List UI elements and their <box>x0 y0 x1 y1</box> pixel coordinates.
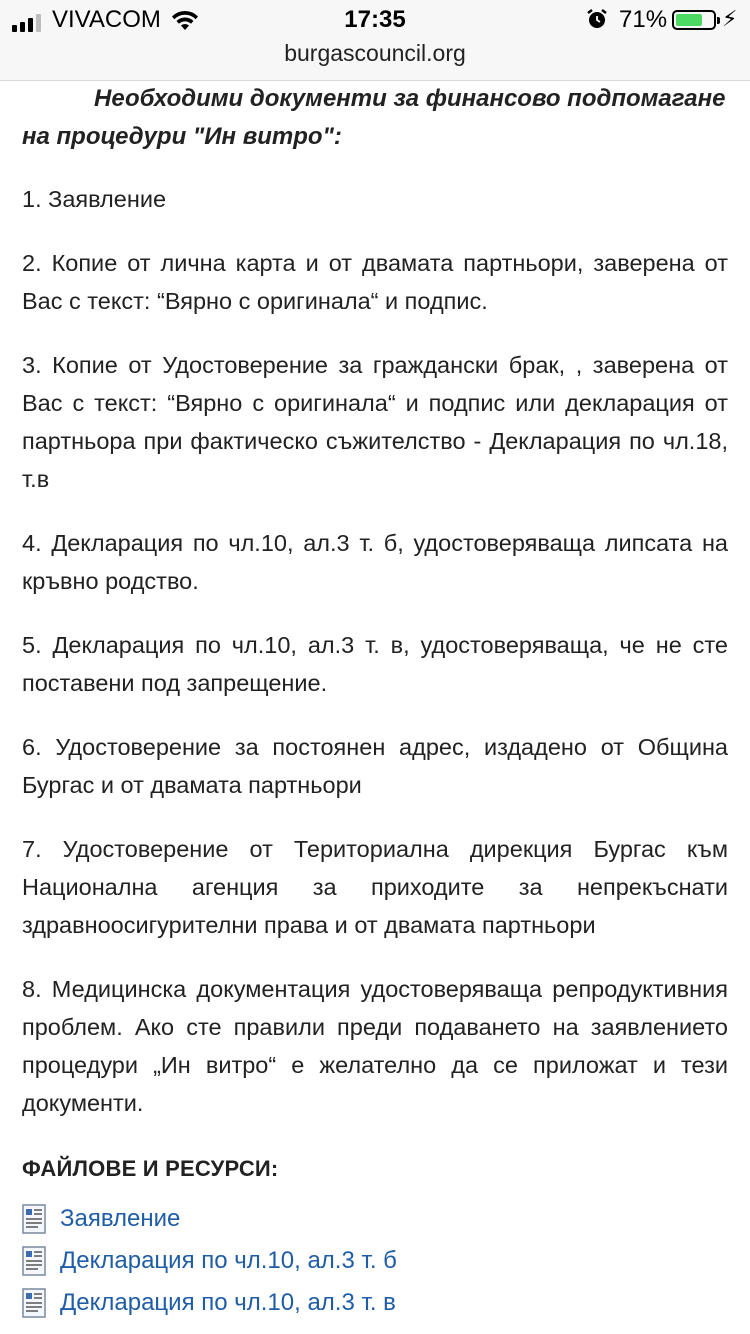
file-link-declaration-v[interactable] <box>22 1282 728 1324</box>
file-link-label[interactable]: Декларация по чл.10, ал.3 т. в <box>60 1289 396 1316</box>
file-link-declaration-b[interactable] <box>22 1240 728 1282</box>
list-item: 1. Заявление <box>22 186 167 212</box>
document-icon <box>22 1246 46 1276</box>
list-item: 8. Медицинска документация удостоверяваща репродуктивния проблем. Ако сте правили преди подаването на заявлението процедури „Ин витро“ е желателно да се приложат и тези документи. <box>22 976 728 1116</box>
list-item: 5. Декларация по чл.10, ал.3 т. в, удостоверяваща, че не сте поставени под запрещение. <box>22 632 728 696</box>
files-list <box>22 1198 728 1324</box>
list-item: 7. Удостоверение от Териториална дирекция Бургас към Национална агенция за приходите за непрекъснати здравноосигурителни права и от двамата партньори <box>22 836 728 938</box>
charging-bolt-icon: ⚡︎ <box>722 6 738 31</box>
status-bar <box>0 0 750 81</box>
page-heading: Необходими документи за финансово подпомагане на процедури "Ин витро": <box>22 85 726 150</box>
list-item: 4. Декларация по чл.10, ал.3 т. б, удостоверяваща липсата на кръвно родство. <box>22 530 728 594</box>
carrier-name: VIVACOM <box>52 6 161 33</box>
alarm-clock-icon <box>586 8 608 30</box>
battery-percent: 71% <box>619 6 668 33</box>
file-link-label[interactable]: Заявление <box>60 1205 181 1232</box>
battery-icon <box>672 10 716 30</box>
address-bar-url[interactable]: burgascouncil.org <box>284 40 466 66</box>
list-item: 2. Копие от лична карта и от двамата партньори, заверена от Вас с текст: “Вярно с оригинала“ и подпис. <box>22 250 728 314</box>
article-content <box>22 80 728 1324</box>
document-icon <box>22 1204 46 1234</box>
file-link-application[interactable] <box>22 1198 728 1240</box>
list-item: 6. Удостоверение за постоянен адрес, издадено от Община Бургас и от двамата партньори <box>22 734 728 798</box>
file-link-label[interactable]: Декларация по чл.10, ал.3 т. б <box>60 1247 397 1274</box>
battery-level-fill <box>676 14 702 26</box>
clock: 17:35 <box>344 6 406 33</box>
document-icon <box>22 1288 46 1318</box>
files-section-title: ФАЙЛОВЕ И РЕСУРСИ: <box>22 1156 279 1181</box>
list-item: 3. Копие от Удостоверение за граждански брак, , заверена от Вас с текст: “Вярно с оригинала“ и подпис или декларация от партньора при фактическо съжителство - Декларация по чл.18, т.в <box>22 352 728 492</box>
